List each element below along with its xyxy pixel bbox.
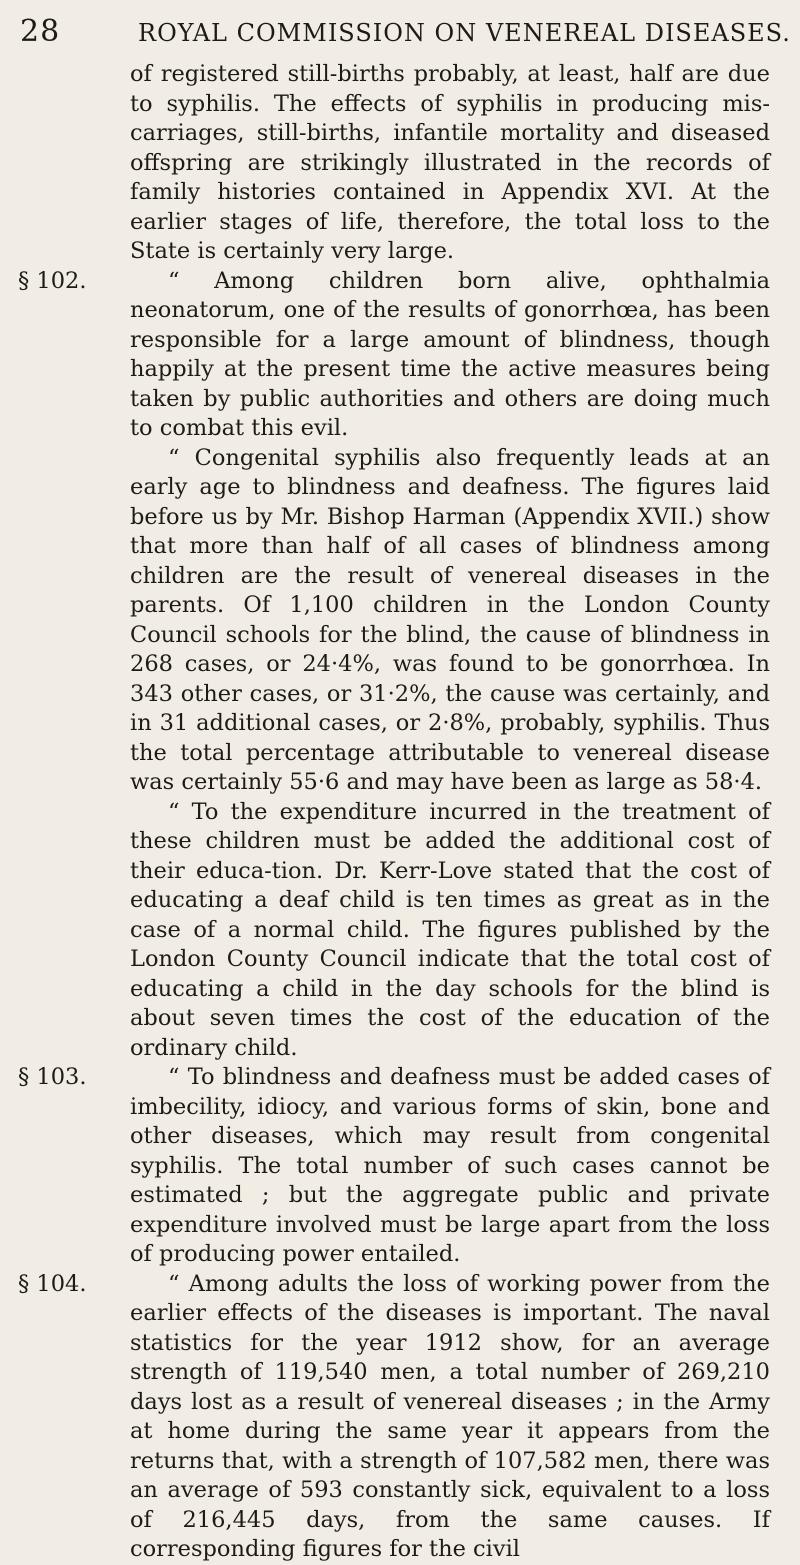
section-number: § 102. xyxy=(18,267,87,294)
paragraph-text: “ To blindness and deafness must be added cases of imbecility, idiocy, and various forms of skin, bone and other diseases, which may result from congenital syphilis. The total number of such cases cannot be estimated ; but the aggregate public and private expenditure involved must be large apart from the loss of producing power entailed. xyxy=(130,1064,770,1267)
paragraph xyxy=(18,1270,770,1565)
section-number: § 104. xyxy=(18,1270,87,1297)
paragraph-text: “ Congenital syphilis also frequently leads at an early age to blindness and deafness. The figures laid before us by Mr. Bishop Harman (Appendix XVII.) show that more than half of all cases of blindness among children are the result of venereal diseases in the parents. Of 1,100 children in the London County Council schools for the blind, the cause of blindness in 268 cases, or 24·4%, was found to be gonorrhœa. In 343 other cases, or 31·2%, the cause was certainly, and in 31 additional cases, or 2·8%, probably, syphilis. Thus the total percentage attributable to venereal disease was certainly 55·6 and may have been as large as 58·4. xyxy=(130,444,770,795)
paragraph-text: “ Among children born alive, ophthalmia neonatorum, one of the results of gonorrhœa, has been responsible for a large amount of blindness, though happily at the present time the active measures being taken by public authorities and others are doing much to combat this evil. xyxy=(130,267,770,441)
paragraph-text: “ Among adults the loss of working power from the earlier effects of the diseases is important. The naval statistics for the year 1912 show, for an average strength of 119,540 men, a total number of 269,210 days lost as a result of venereal diseases ; in the Army at home during the same year it appears from the returns that, with a strength of 107,582 men, there was an average of 593 constantly sick, equivalent to a loss of 216,445 days, from the same causes. If corresponding figures for the civil xyxy=(130,1270,770,1562)
paragraph-text: “ To the expenditure incurred in the treatment of these children must be added the additional cost of their educa-tion. Dr. Kerr-Love stated that the cost of educating a deaf child is ten times as great as in the case of a normal child. The figures published by the London County Council indicate that the total cost of educating a child in the day schools for the blind is about seven times the cost of the education of the ordinary child. xyxy=(130,798,770,1061)
paragraph xyxy=(130,60,770,267)
paragraph xyxy=(130,444,770,798)
section-number: § 103. xyxy=(18,1064,87,1090)
body-text xyxy=(18,60,770,1565)
page-header xyxy=(0,12,800,52)
running-head: ROYAL COMMISSION ON VENEREAL DISEASES. xyxy=(138,19,791,47)
paragraph xyxy=(18,267,770,444)
paragraph xyxy=(130,798,770,1064)
paragraph xyxy=(18,1063,770,1270)
page-number: 28 xyxy=(20,14,61,49)
paragraph-text: of registered still-births probably, at least, half are due to syphilis. The effects of syphilis in producing mis-carriages, still-births, infantile mortality and diseased offspring are strikingly illustrated in the records of family histories contained in Appendix XVI. At the earlier stages of life, therefore, the total loss to the State is certainly very large. xyxy=(130,61,770,264)
